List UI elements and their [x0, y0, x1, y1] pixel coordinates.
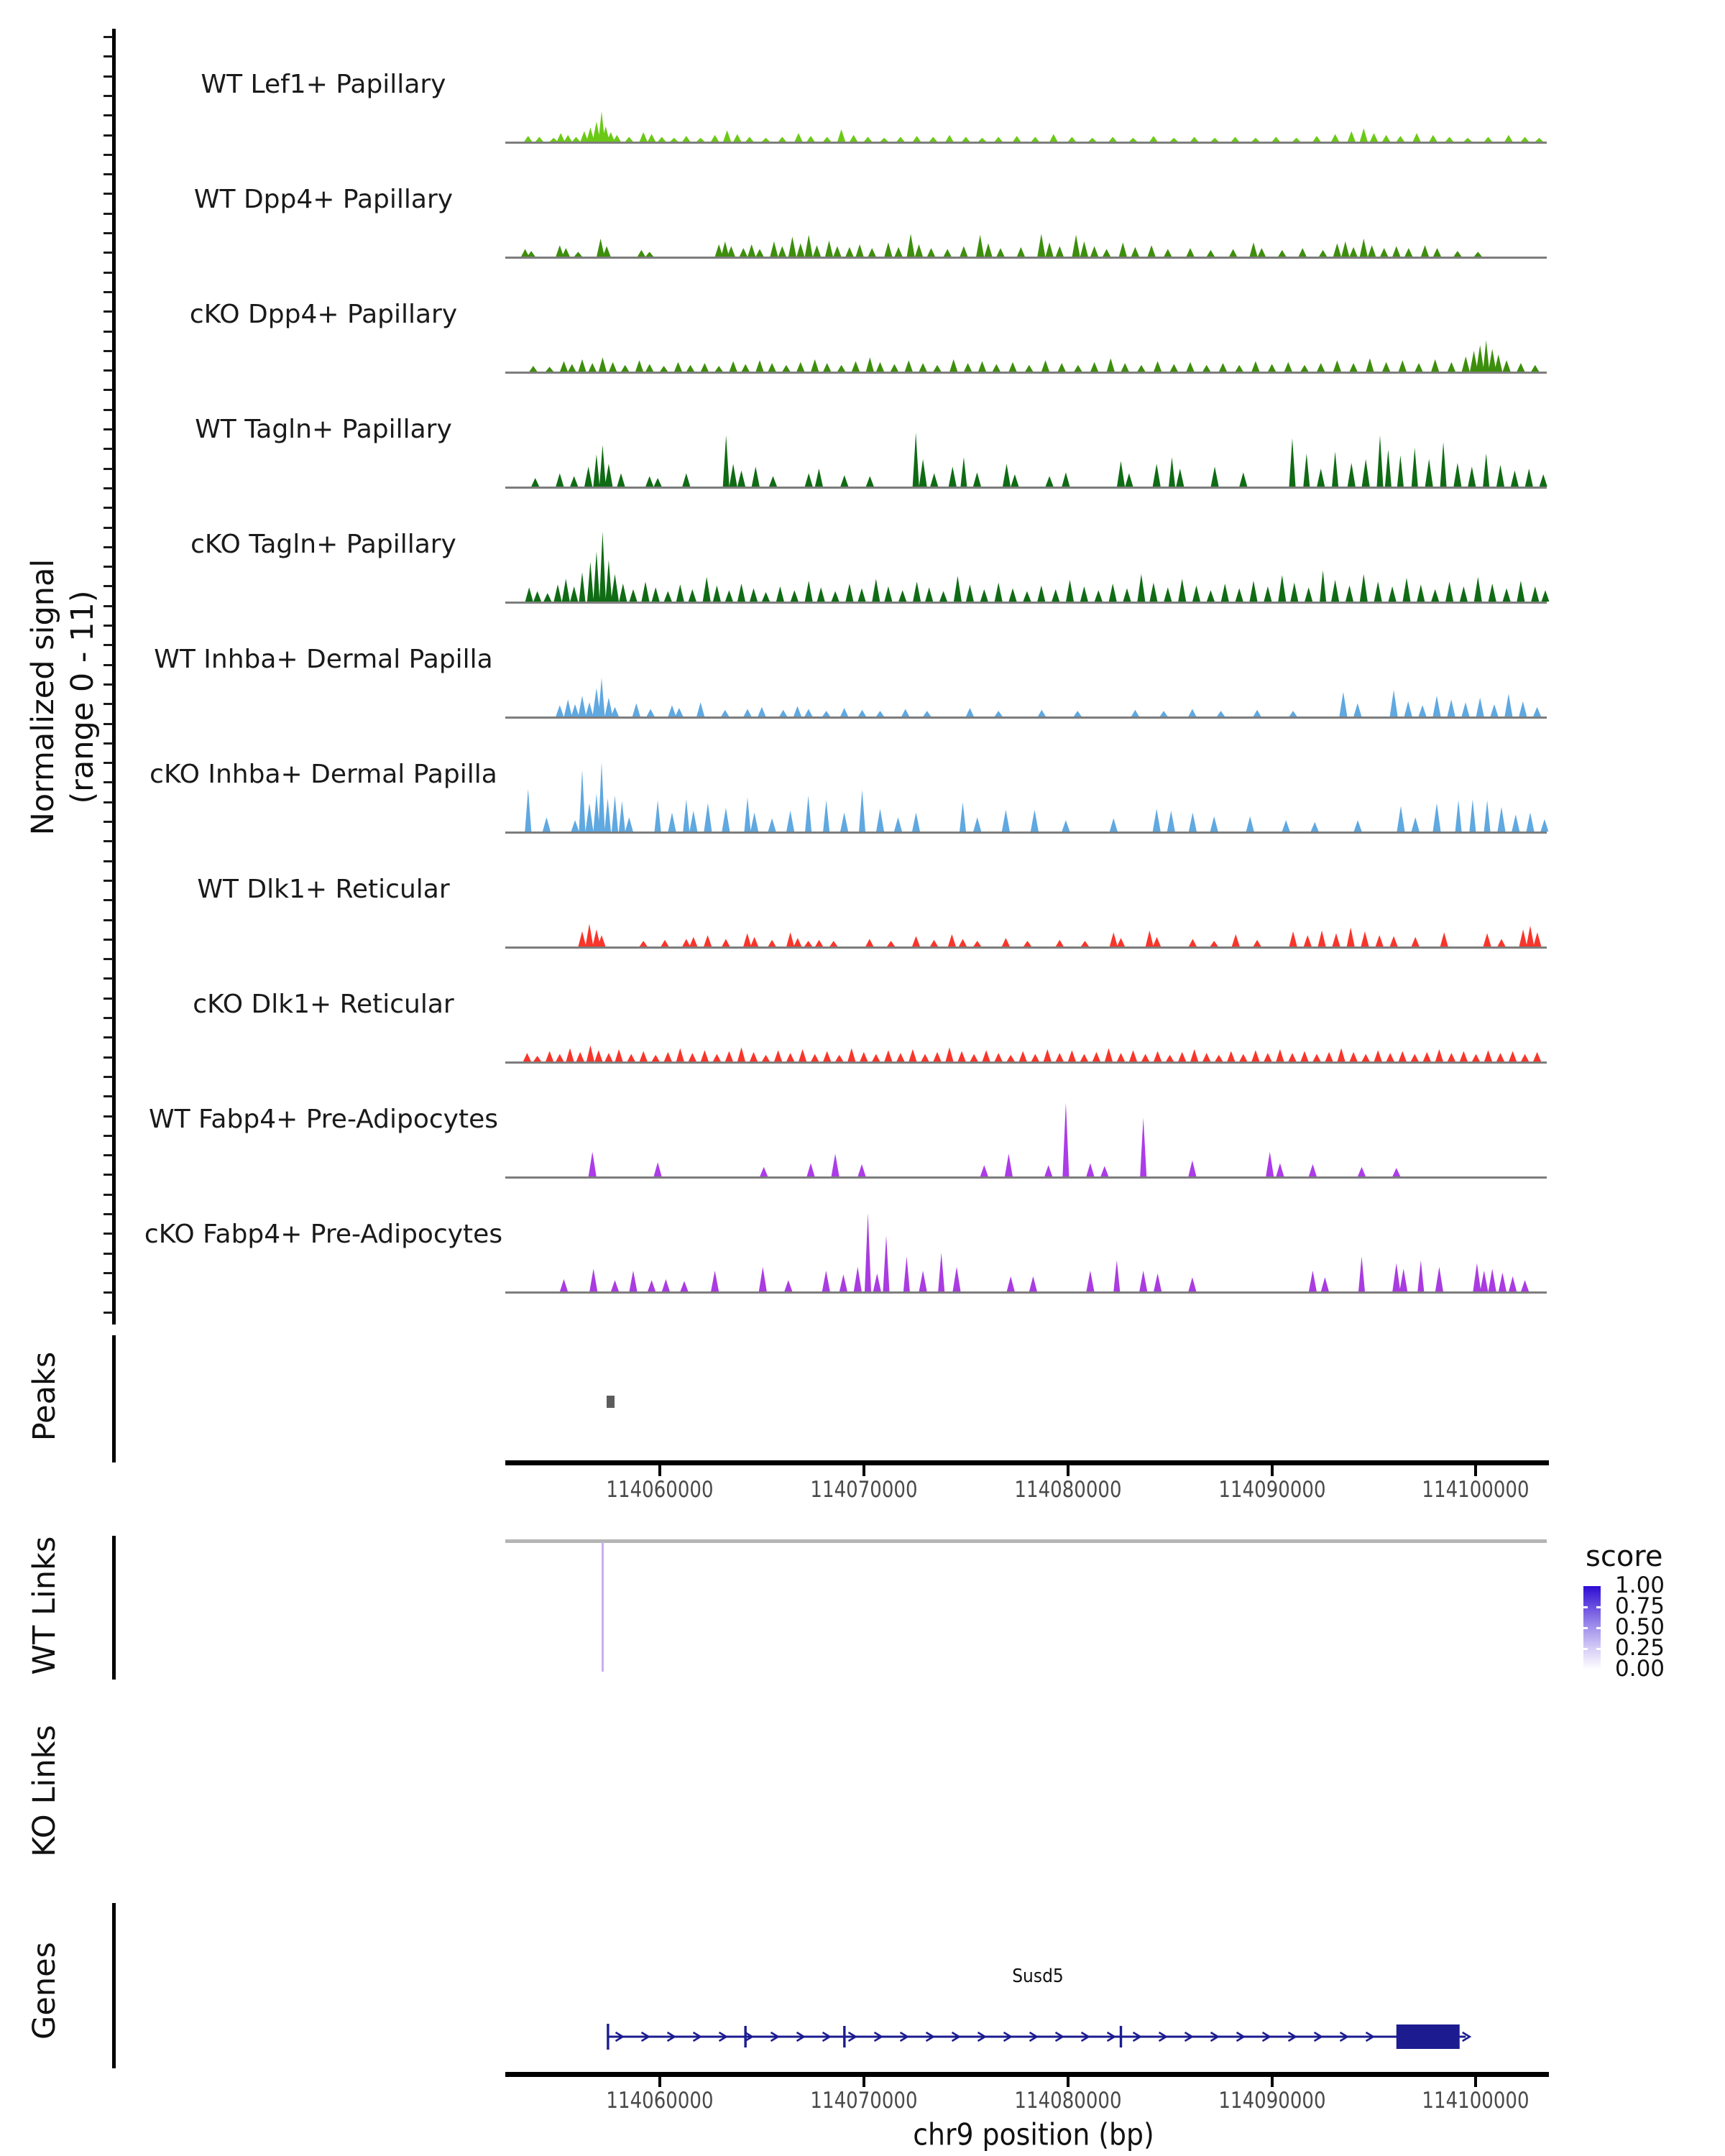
- track-label: WT Inhba+ Dermal Papilla: [154, 645, 493, 674]
- track-label: WT Tagln+ Papillary: [195, 415, 452, 444]
- track-baseline: [505, 142, 1547, 144]
- coverage-path: [507, 341, 1545, 372]
- track-baseline: [505, 372, 1547, 374]
- coverage-area: [507, 1185, 1545, 1293]
- signal-axis-tick: [104, 742, 113, 745]
- track-baseline: [505, 602, 1547, 604]
- signal-axis-tick: [104, 232, 113, 234]
- signal-axis-tick: [104, 1135, 113, 1137]
- signal-axis-tick: [104, 958, 113, 960]
- track-baseline: [505, 1061, 1547, 1064]
- track-label: WT Fabp4+ Pre-Adipocytes: [149, 1105, 498, 1134]
- signal-axis-tick: [104, 1272, 113, 1274]
- signal-axis-tick: [104, 801, 113, 803]
- signal-axis-tick: [104, 1095, 113, 1097]
- signal-axis-tick: [104, 1036, 113, 1038]
- genome-axis-tick-label: 114080000: [1014, 1477, 1122, 1503]
- signal-axis-tick: [104, 252, 113, 254]
- signal-axis-tick: [104, 723, 113, 725]
- signal-axis-tick: [104, 154, 113, 156]
- signal-axis-tick: [104, 1312, 113, 1314]
- signal-axis-tick: [104, 821, 113, 823]
- signal-axis-tick: [104, 1194, 113, 1196]
- signal-axis-tick: [104, 703, 113, 705]
- genes-axis-bracket: [112, 1903, 116, 2068]
- genome-axis-line: [505, 2072, 1549, 2077]
- signal-axis-tick: [104, 114, 113, 116]
- gene-exon-tick: [1120, 2026, 1122, 2047]
- genome-axis-tick: [862, 2076, 865, 2087]
- genes-section-label: Genes: [27, 1942, 63, 2040]
- coverage-path: [507, 923, 1545, 946]
- genome-axis-tick-label: 114070000: [810, 1477, 918, 1503]
- signal-axis-tick: [104, 919, 113, 921]
- score-legend-title: score: [1586, 1540, 1663, 1573]
- signal-axis-tick: [104, 36, 113, 38]
- gene-exon-tick: [607, 2024, 609, 2050]
- signal-axis-tick: [104, 1056, 113, 1059]
- signal-axis-tick: [104, 409, 113, 411]
- track-baseline: [505, 831, 1547, 834]
- link-line: [602, 1542, 604, 1672]
- score-colorbar-tick: [1583, 1606, 1588, 1608]
- track-baseline: [505, 257, 1547, 259]
- track-label: WT Dlk1+ Reticular: [197, 875, 450, 904]
- genome-axis-line: [505, 1460, 1549, 1465]
- genome-axis-tick-label: 114100000: [1422, 2088, 1530, 2114]
- coverage-path: [507, 678, 1545, 717]
- coverage-path: [507, 532, 1550, 602]
- score-colorbar-tick: [1583, 1627, 1588, 1629]
- coverage-area: [507, 1070, 1545, 1178]
- coverage-path: [507, 111, 1545, 142]
- track-label: cKO Inhba+ Dermal Papilla: [150, 760, 497, 789]
- track-label: WT Dpp4+ Papillary: [193, 185, 454, 214]
- coverage-area: [507, 725, 1545, 833]
- score-legend-value: 0.25: [1615, 1635, 1665, 1661]
- signal-axis-tick: [104, 1213, 113, 1215]
- signal-axis-tick: [104, 939, 113, 941]
- signal-axis-tick: [104, 55, 113, 57]
- coverage-area: [507, 955, 1545, 1063]
- wt-links-baseline: [505, 1539, 1547, 1543]
- track-baseline: [505, 1176, 1547, 1179]
- genome-axis-tick: [658, 2076, 661, 2087]
- score-colorbar-tick: [1596, 1627, 1601, 1629]
- coverage-area: [507, 610, 1545, 718]
- signal-axis-tick: [104, 487, 113, 489]
- ko-links-section-label: KO Links: [27, 1725, 63, 1857]
- signal-axis-tick: [104, 448, 113, 450]
- gene-name-label: Susd5: [1012, 1966, 1064, 1987]
- genome-axis-tick: [862, 1464, 865, 1476]
- track-label: cKO Fabp4+ Pre-Adipocytes: [144, 1220, 503, 1249]
- x-axis-title: chr9 position (bp): [913, 2116, 1154, 2152]
- peak-interval-box: [607, 1396, 615, 1408]
- genome-axis-tick: [1271, 1464, 1274, 1476]
- signal-axis-tick: [104, 134, 113, 137]
- track-label: cKO Tagln+ Papillary: [190, 530, 456, 559]
- score-colorbar-tick: [1596, 1648, 1601, 1650]
- signal-axis-tick: [104, 683, 113, 686]
- signal-axis-tick: [104, 585, 113, 587]
- genome-axis-tick-label: 114090000: [1218, 2088, 1326, 2114]
- track-baseline: [505, 946, 1547, 949]
- signal-axis-tick: [104, 369, 113, 372]
- signal-axis-tick: [104, 977, 113, 980]
- y-axis-title-line2: (range 0 - 11): [65, 590, 101, 804]
- signal-axis-tick: [104, 566, 113, 568]
- score-legend-value: 1.00: [1615, 1572, 1665, 1598]
- signal-axis-tick: [104, 1076, 113, 1078]
- signal-axis-tick: [104, 840, 113, 842]
- gene-exon-tick: [843, 2026, 845, 2047]
- coverage-area: [507, 265, 1545, 373]
- track-baseline: [505, 717, 1547, 719]
- genome-axis-tick-label: 114060000: [606, 2088, 714, 2114]
- track-baseline: [505, 487, 1547, 489]
- score-colorbar-tick: [1583, 1648, 1588, 1650]
- signal-axis-tick: [104, 272, 113, 274]
- coverage-path: [507, 433, 1547, 487]
- signal-axis-tick: [104, 468, 113, 470]
- gene-exon-tick: [744, 2026, 746, 2047]
- signal-axis-tick: [104, 1253, 113, 1255]
- track-label: cKO Dlk1+ Reticular: [193, 990, 454, 1019]
- score-legend-value: 0.75: [1615, 1593, 1665, 1619]
- signal-axis-tick: [104, 350, 113, 352]
- score-legend-value: 0.50: [1615, 1614, 1665, 1640]
- coverage-area: [507, 35, 1545, 143]
- genome-axis-tick: [1474, 2076, 1477, 2087]
- genome-axis-tick: [1067, 1464, 1070, 1476]
- signal-axis-tick: [104, 625, 113, 627]
- genome-axis-tick: [1474, 1464, 1477, 1476]
- y-axis-title-line1: Normalized signal: [24, 558, 61, 836]
- coverage-path: [507, 763, 1548, 831]
- signal-axis-tick: [104, 527, 113, 529]
- genome-axis-tick-label: 114070000: [810, 2088, 918, 2114]
- signal-axis-tick: [104, 1154, 113, 1156]
- genome-axis-tick: [1067, 2076, 1070, 2087]
- coverage-path: [507, 1213, 1545, 1291]
- coverage-area: [507, 150, 1545, 258]
- coverage-path: [507, 234, 1545, 257]
- genome-axis-tick-label: 114060000: [606, 1477, 714, 1503]
- genome-axis-tick: [1271, 2076, 1274, 2087]
- genome-axis-tick-label: 114090000: [1218, 1477, 1326, 1503]
- gene-exon-box: [1397, 2024, 1460, 2049]
- signal-axis-tick: [104, 1174, 113, 1176]
- genome-axis-tick-label: 114100000: [1422, 1477, 1530, 1503]
- peaks-section-label: Peaks: [27, 1351, 63, 1442]
- signal-axis-tick: [104, 173, 113, 175]
- signal-axis-tick: [104, 291, 113, 293]
- track-label: WT Lef1+ Papillary: [201, 70, 446, 99]
- genome-axis-tick-label: 114080000: [1014, 2088, 1122, 2114]
- score-colorbar-tick: [1596, 1606, 1601, 1608]
- y-axis-title: [24, 559, 103, 836]
- gene-model: [503, 2009, 1552, 2067]
- signal-axis-tick: [104, 605, 113, 607]
- genome-axis-tick: [658, 1464, 661, 1476]
- coverage-area: [507, 495, 1545, 603]
- signal-axis-tick: [104, 389, 113, 391]
- signal-axis-tick: [104, 507, 113, 509]
- peaks-axis-bracket: [112, 1335, 116, 1462]
- coverage-area: [507, 840, 1545, 948]
- track-baseline: [505, 1291, 1547, 1294]
- signal-axis-tick: [104, 860, 113, 862]
- wt-links-axis-bracket: [112, 1536, 116, 1680]
- coverage-path: [507, 1046, 1545, 1061]
- track-label: cKO Dpp4+ Papillary: [189, 300, 458, 329]
- coverage-area: [507, 380, 1545, 488]
- signal-axis-tick: [104, 1291, 113, 1294]
- signal-axis-tick: [104, 331, 113, 333]
- score-legend-value: 0.00: [1615, 1656, 1665, 1682]
- coverage-path: [507, 1102, 1545, 1176]
- wt-links-section-label: WT Links: [27, 1536, 63, 1675]
